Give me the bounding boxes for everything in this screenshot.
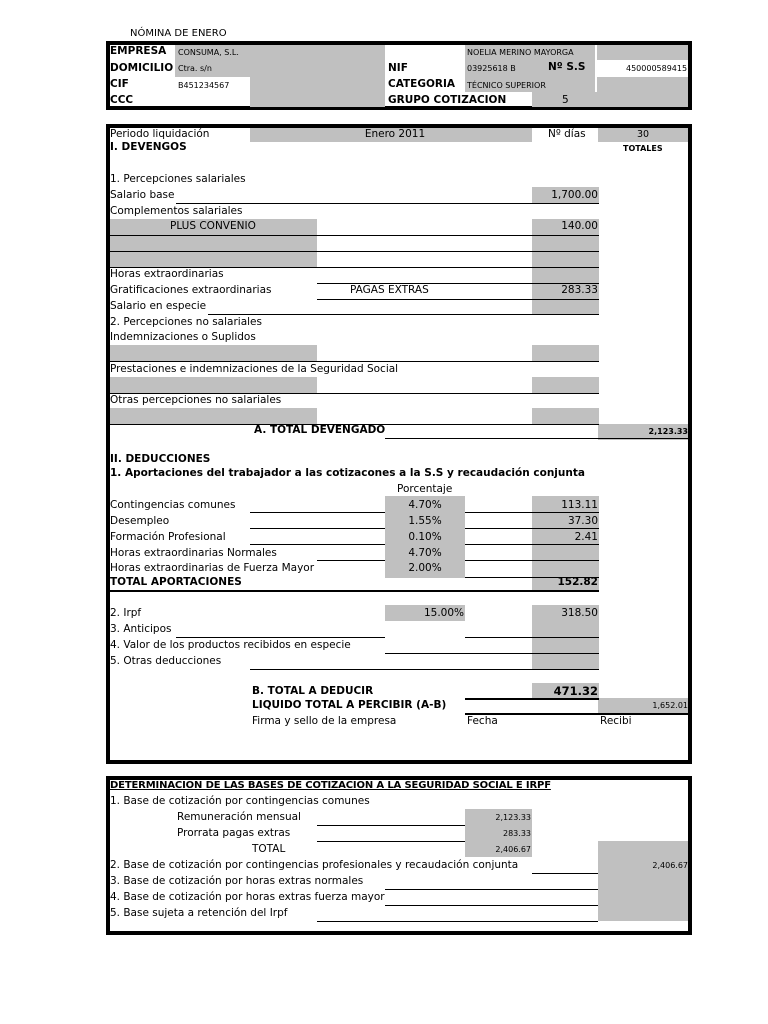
total-aportaciones-value: 152.82 — [557, 576, 598, 588]
line — [317, 825, 465, 826]
salario-base-value: 1,700.00 — [551, 189, 598, 201]
total-deducir-label: B. TOTAL A DEDUCIR — [252, 685, 374, 697]
ded-row-2-label: Formación Profesional — [110, 531, 226, 543]
recibi-label: Recibi — [600, 715, 632, 727]
gratificaciones-label: Gratificaciones extraordinarias — [110, 284, 272, 296]
bases-title: DETERMINACIÓN DE LAS BASES DE COTIZACIÓN A LA SEGURIDAD SOCIAL E IRPF — [110, 780, 551, 791]
bases-b1-label: 1. Base de cotización por contingencias comunes — [110, 795, 370, 807]
line — [465, 698, 599, 700]
ded-row-2-pct: 0.10% — [408, 531, 442, 543]
pagas-extras-label: PAGAS EXTRAS — [350, 284, 429, 296]
empresa-value: CONSUMA, S.L. — [178, 48, 239, 57]
header-gray-3 — [250, 77, 385, 107]
line — [317, 560, 385, 561]
prest-value-gray — [532, 377, 599, 393]
line — [176, 203, 599, 204]
nss-label: Nº S.S — [548, 61, 586, 73]
line — [250, 669, 599, 670]
otras-label: Otras percepciones no salariales — [110, 394, 282, 406]
ded-row-1-value: 37.30 — [567, 515, 598, 527]
plus-convenio-value: 140.00 — [561, 220, 598, 232]
line — [465, 512, 599, 513]
indemnizaciones-label: Indemnizaciones o Suplidos — [110, 331, 256, 343]
total-value: 2,406.67 — [495, 845, 531, 854]
devengos-title: I. DEVENGOS — [110, 141, 187, 153]
irpf-value: 318.50 — [561, 607, 598, 619]
ded-row-4-label: Horas extraordinarias de Fuerza Mayor — [110, 562, 315, 574]
line — [465, 637, 599, 638]
worker-name: NOELIA MERINO MAYORGA — [467, 48, 574, 57]
total-aportaciones-label: TOTAL APORTACIONES — [110, 576, 242, 588]
otras-gray — [110, 408, 317, 424]
fecha-label: Fecha — [467, 715, 498, 727]
line — [208, 314, 599, 315]
otras-deducciones-label: 5. Otras deducciones — [110, 655, 222, 667]
categoria-value: TÉCNICO SUPERIOR — [467, 81, 546, 90]
liquido-label: LIQUIDO TOTAL A PERCIBIR (A-B) — [252, 699, 447, 711]
line — [385, 653, 599, 654]
ded-row-0-pct: 4.70% — [408, 499, 442, 511]
periodo-label: Periodo liquidación — [110, 128, 210, 140]
deducciones-title: II. DEDUCCIONES — [110, 453, 211, 465]
bases-b2-label: 2. Base de cotización por contingencias profesionales y recaudación conjunta — [110, 859, 519, 871]
total-devengado-value: 2,123.33 — [648, 427, 688, 436]
line — [465, 560, 599, 561]
ccc-label: CCC — [110, 94, 134, 106]
prest-gray — [110, 377, 317, 393]
firma-label: Firma y sello de la empresa — [252, 715, 397, 727]
salario-especie-label: Salario en especie — [110, 300, 207, 312]
ded-row-0-value: 113.11 — [561, 499, 598, 511]
ded-row-2-value: 2.41 — [574, 531, 598, 543]
nif-value: 03925618 B — [467, 64, 516, 73]
total-label: TOTAL — [252, 843, 286, 855]
nss-value: 450000589415 — [626, 64, 688, 73]
bases-b4-label: 4. Base de cotización por horas extras fuerza mayor — [110, 891, 385, 903]
total-devengado-label: A. TOTAL DEVENGADO — [254, 424, 386, 436]
line — [385, 889, 598, 890]
horas-extra-label: Horas extraordinarias — [110, 268, 224, 280]
ded-row-1-label: Desempleo — [110, 515, 170, 527]
liquido-value: 1,652.01 — [652, 701, 688, 710]
valor-productos-label: 4. Valor de los productos recibidos en especie — [110, 639, 351, 651]
especie-gray — [532, 299, 599, 315]
line — [317, 841, 465, 842]
nif-label: NIF — [388, 62, 408, 74]
plus-convenio-label: PLUS CONVENIO — [170, 220, 256, 232]
domicilio-value: Ctra. s/n — [178, 64, 212, 73]
line — [465, 528, 599, 529]
line — [176, 637, 385, 638]
salario-base-label: Salario base — [110, 189, 175, 201]
ded-row-4-pct: 2.00% — [408, 562, 442, 574]
bases-gray-2 — [598, 841, 688, 921]
irpf-pct: 15.00% — [423, 607, 464, 619]
anticipos-label: 3. Anticipos — [110, 623, 172, 635]
bases-b3-label: 3. Base de cotización por horas extras normales — [110, 875, 364, 887]
indemn-gray — [110, 345, 317, 361]
dias-label: Nº días — [548, 128, 586, 140]
line — [110, 361, 599, 362]
domicilio-label: DOMICILIO — [110, 62, 174, 74]
line — [250, 512, 385, 513]
empresa-label: EMPRESA — [110, 45, 167, 57]
cif-label: CIF — [110, 78, 129, 90]
prestaciones-label: Prestaciones e indemnizaciones de la Seguridad Social — [110, 363, 399, 375]
line — [385, 905, 598, 906]
periodo-value: Enero 2011 — [364, 128, 426, 140]
line — [250, 544, 385, 545]
remuneracion-value: 2,123.33 — [495, 813, 531, 822]
ded-row-3-label: Horas extraordinarias Normales — [110, 547, 277, 559]
pagas-extras-value: 283.33 — [561, 284, 598, 296]
bases-b2-value: 2,406.67 — [652, 861, 688, 870]
indemn-value-gray — [532, 345, 599, 361]
grupo-label: GRUPO COTIZACION — [388, 94, 507, 106]
line — [532, 873, 598, 874]
dias-value: 30 — [636, 129, 650, 140]
cif-value: B451234567 — [178, 81, 230, 90]
totales-label: TOTALES — [623, 144, 663, 153]
total-deducir-value: 471.32 — [553, 684, 598, 698]
line — [465, 544, 599, 545]
grupo-value: 5 — [562, 94, 569, 106]
ded-row-3-pct: 4.70% — [408, 547, 442, 559]
horas-gray — [532, 267, 599, 283]
otras-value-gray — [532, 408, 599, 424]
line — [110, 590, 599, 592]
ded-row-0-label: Contingencias comunes — [110, 499, 236, 511]
header-gray-6 — [597, 45, 688, 60]
line — [465, 713, 688, 715]
line — [110, 251, 599, 252]
remuneracion-label: Remuneración mensual — [177, 811, 301, 823]
page-title: NÓMINA DE ENERO — [130, 28, 227, 39]
complementos-label: Complementos salariales — [110, 205, 243, 217]
line — [317, 299, 599, 300]
prorrata-label: Prorrata pagas extras — [177, 827, 291, 839]
header-gray-7 — [597, 77, 688, 107]
irpf-label: 2. Irpf — [110, 607, 142, 619]
line — [317, 921, 598, 922]
line — [110, 235, 599, 236]
perc-sal-label: 1. Percepciones salariales — [110, 173, 246, 185]
porcentaje-label: Porcentaje — [397, 483, 453, 495]
bases-b5-label: 5. Base sujeta a retención del Irpf — [110, 907, 288, 919]
prorrata-value: 283.33 — [503, 829, 531, 838]
deducciones-subtitle: 1. Aportaciones del trabajador a las cotizacones a la S.S y recaudación conjunta — [110, 467, 585, 479]
line — [250, 528, 385, 529]
ded-row-1-pct: 1.55% — [408, 515, 442, 527]
line — [385, 438, 688, 439]
categoria-label: CATEGORIA — [388, 78, 456, 90]
perc-no-sal-label: 2. Percepciones no salariales — [110, 316, 262, 328]
